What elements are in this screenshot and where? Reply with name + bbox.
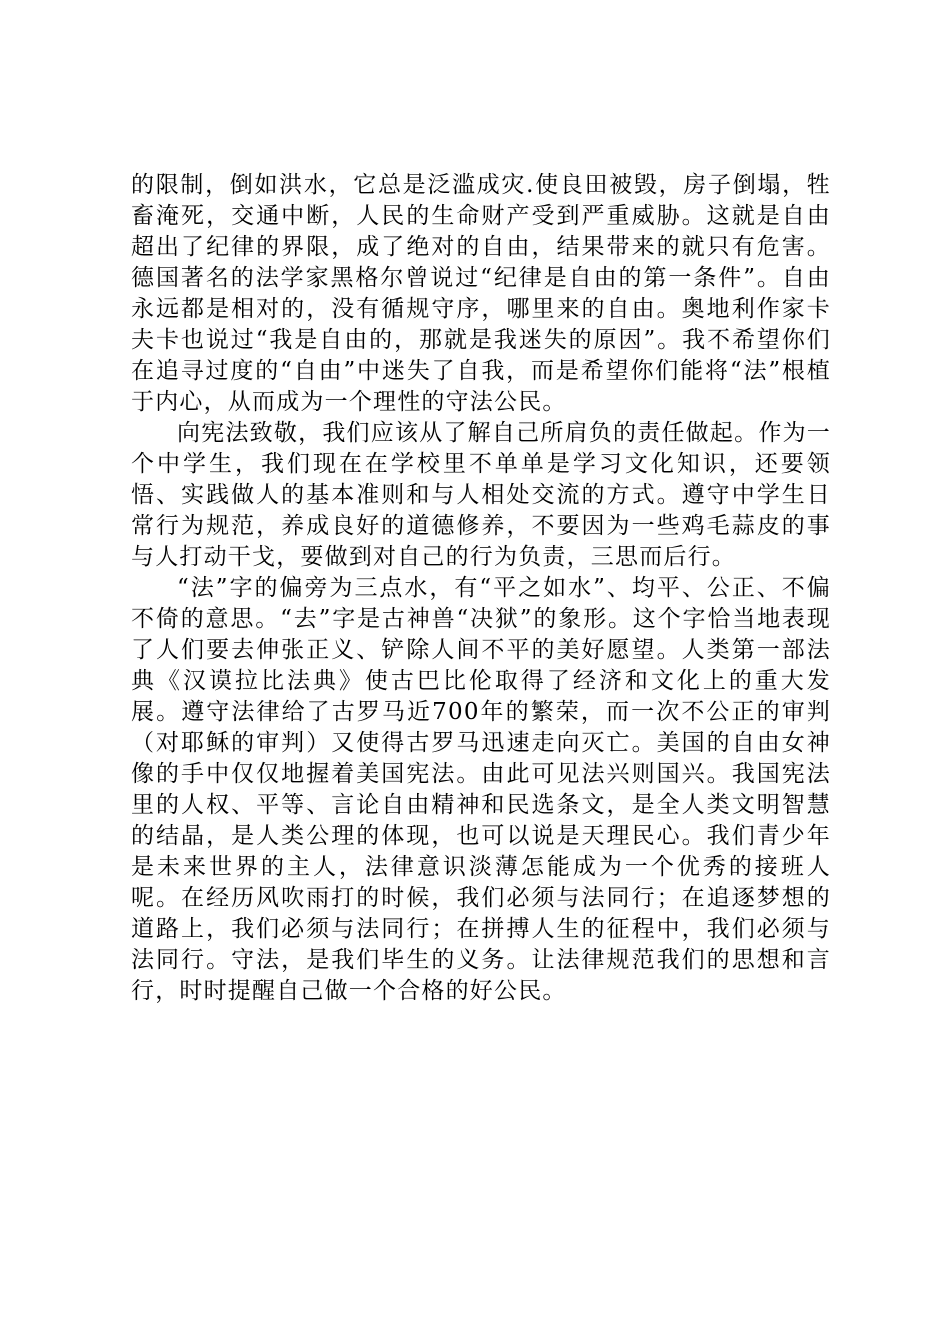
paragraph-responsibility: 向宪法致敬，我们应该从了解自己所肩负的责任做起。作为一个中学生，我们现在在学校里不单单是学习文化知识，还要领悟、实践做人的基本准则和与人相处交流的方式。遵守中学生日常行为规范，养成良好的道德修养，不要因为一些鸡毛蒜皮的事与人打动干戈，要做到对自己的行为负责，三思而后行。 xyxy=(131,420,831,570)
paragraph-law-meaning: “法”字的偏旁为三点水，有“平之如水”、均平、公正、不偏不倚的意思。“去”字是古神兽“决狱”的象形。这个字恰当地表现了人们要去伸张正义、铲除人间不平的美好愿望。人类第一部法典《汉谟拉比法典》使古巴比伦取得了经济和文化上的重大发展。遵守法律给了古罗马近700年的繁荣，而一次不公正的审判（对耶稣的审判）又使得古罗马迅速走向灭亡。美国的自由女神像的手中仅仅地握着美国宪法。由此可见法兴则国兴。我国宪法里的人权、平等、言论自由精神和民选条文，是全人类文明智慧的结晶，是人类公理的体现，也可以说是天理民心。我们青少年是未来世界的主人，法律意识淡薄怎能成为一个优秀的接班人呢。在经历风吹雨打的时候，我们必须与法同行；在追逐梦想的道路上，我们必须与法同行；在拼搏人生的征程中，我们必须与法同行。守法，是我们毕生的义务。让法律规范我们的思想和言行，时时提醒自己做一个合格的好公民。 xyxy=(131,575,831,1004)
document-body xyxy=(131,170,831,1007)
paragraph-continuation: 的限制，倒如洪水，它总是泛滥成灾.使良田被毁，房子倒塌，牲畜淹死，交通中断，人民的生命财产受到严重威胁。这就是自由超出了纪律的界限，成了绝对的自由，结果带来的就只有危害。德国著名的法学家黑格尔曾说过“纪律是自由的第一条件”。自由永远都是相对的，没有循规守序，哪里来的自由。奥地利作家卡夫卡也说过“我是自由的，那就是我迷失的原因”。我不希望你们在追寻过度的“自由”中迷失了自我，而是希望你们能将“法”根植于内心，从而成为一个理性的守法公民。 xyxy=(131,172,831,415)
